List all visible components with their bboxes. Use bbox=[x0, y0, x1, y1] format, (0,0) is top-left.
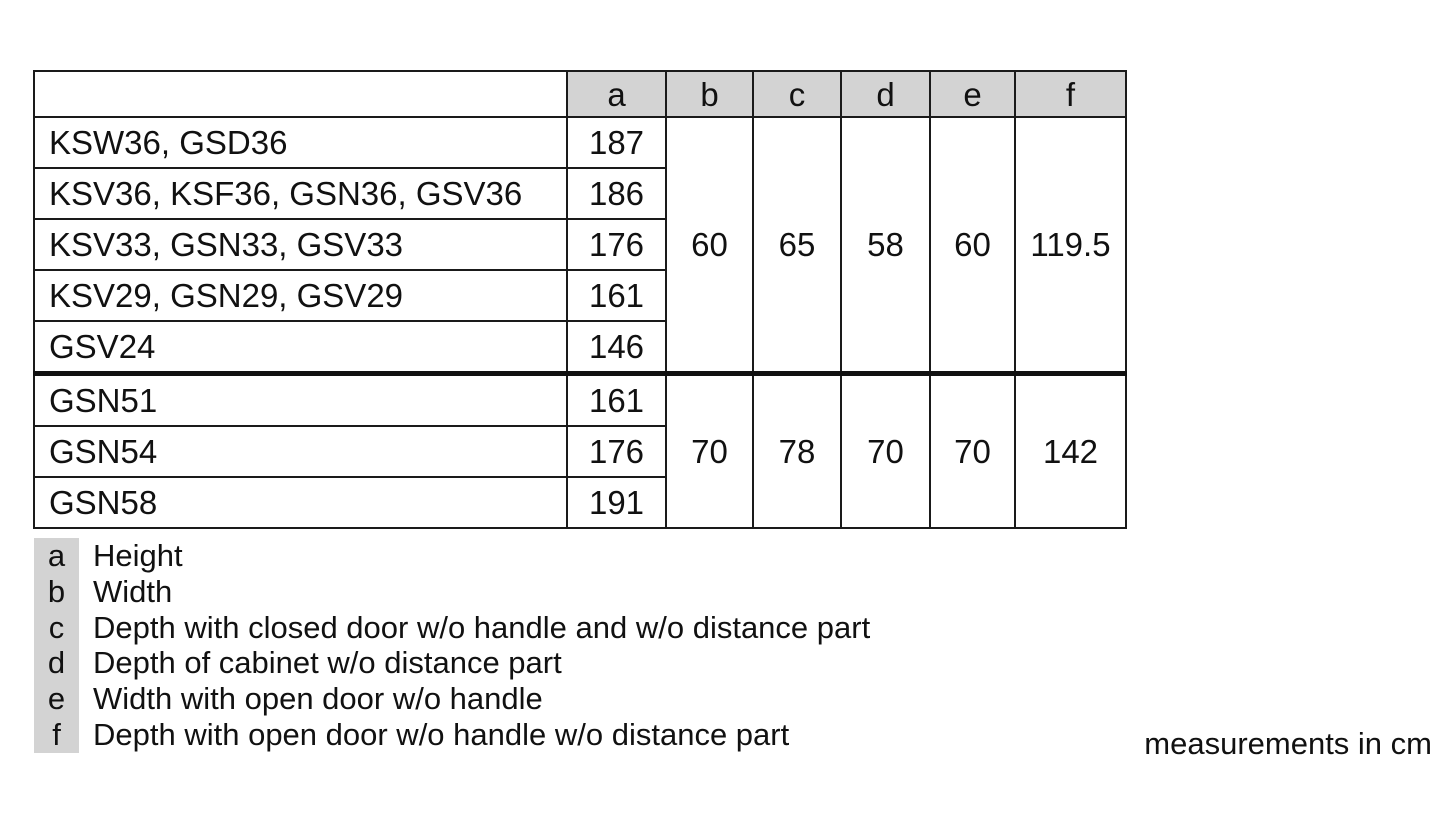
model-cell: GSN51 bbox=[34, 374, 567, 427]
legend-text: Width with open door w/o handle bbox=[93, 681, 543, 717]
header-cell-b: b bbox=[666, 71, 753, 117]
height-cell: 161 bbox=[567, 270, 666, 321]
model-cell: KSW36, GSD36 bbox=[34, 117, 567, 168]
legend-item-b bbox=[34, 574, 870, 610]
model-cell: KSV29, GSN29, GSV29 bbox=[34, 270, 567, 321]
group-1-cabinet-depth-cell: 58 bbox=[841, 117, 930, 374]
group-1-open-width-cell: 60 bbox=[930, 117, 1015, 374]
height-cell: 146 bbox=[567, 321, 666, 374]
legend-item-e bbox=[34, 681, 870, 717]
header-cell-a: a bbox=[567, 71, 666, 117]
height-cell: 187 bbox=[567, 117, 666, 168]
header-corner-cell bbox=[34, 71, 567, 117]
height-cell: 186 bbox=[567, 168, 666, 219]
group-1-width-cell: 60 bbox=[666, 117, 753, 374]
legend-item-d bbox=[34, 645, 870, 681]
legend-item-f bbox=[34, 717, 870, 753]
height-cell: 176 bbox=[567, 426, 666, 477]
header-cell-d: d bbox=[841, 71, 930, 117]
legend-key: f bbox=[34, 717, 79, 753]
group-2-open-depth-cell: 142 bbox=[1015, 374, 1126, 529]
table-row bbox=[34, 374, 1126, 427]
table-header-row bbox=[34, 71, 1126, 117]
height-cell: 176 bbox=[567, 219, 666, 270]
model-cell: GSN54 bbox=[34, 426, 567, 477]
table-row bbox=[34, 117, 1126, 168]
model-cell: GSV24 bbox=[34, 321, 567, 374]
legend-key: e bbox=[34, 681, 79, 717]
legend-key: a bbox=[34, 538, 79, 574]
model-cell: GSN58 bbox=[34, 477, 567, 528]
units-note: measurements in cm bbox=[1144, 726, 1432, 761]
group-1-open-depth-cell: 119.5 bbox=[1015, 117, 1126, 374]
header-cell-c: c bbox=[753, 71, 841, 117]
legend-key: b bbox=[34, 574, 79, 610]
legend-item-a bbox=[34, 538, 870, 574]
dimensions-table bbox=[33, 70, 1127, 529]
group-2-width-cell: 70 bbox=[666, 374, 753, 529]
group-2-cabinet-depth-cell: 70 bbox=[841, 374, 930, 529]
model-cell: KSV33, GSN33, GSV33 bbox=[34, 219, 567, 270]
legend-item-c bbox=[34, 610, 870, 646]
legend-text: Width bbox=[93, 573, 173, 609]
group-2-open-width-cell: 70 bbox=[930, 374, 1015, 529]
model-cell: KSV36, KSF36, GSN36, GSV36 bbox=[34, 168, 567, 219]
height-cell: 161 bbox=[567, 374, 666, 427]
legend-text: Depth with closed door w/o handle and w/o distance part bbox=[93, 609, 871, 645]
group-1-depth-closed-cell: 65 bbox=[753, 117, 841, 374]
header-cell-e: e bbox=[930, 71, 1015, 117]
legend-text: Depth with open door w/o handle w/o distance part bbox=[93, 716, 790, 752]
header-cell-f: f bbox=[1015, 71, 1126, 117]
group-2-depth-closed-cell: 78 bbox=[753, 374, 841, 529]
dimension-legend bbox=[34, 538, 870, 753]
legend-key: c bbox=[34, 610, 79, 646]
legend-text: Depth of cabinet w/o distance part bbox=[93, 645, 562, 681]
height-cell: 191 bbox=[567, 477, 666, 528]
legend-key: d bbox=[34, 645, 79, 681]
legend-text: Height bbox=[93, 538, 183, 573]
